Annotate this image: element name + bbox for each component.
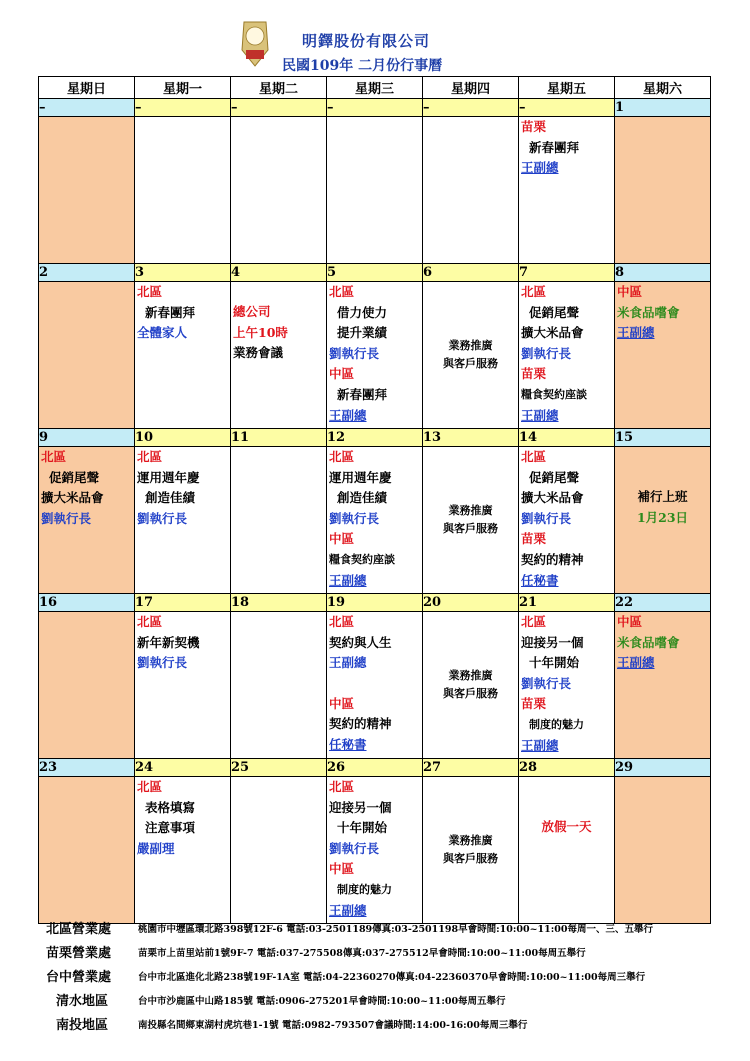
event-row xyxy=(39,117,711,264)
office-info: 苗栗市上苗里站前1號9F-7 電話:037-275508傳真:037-275512早會時間:10:00~11:00每周五舉行 xyxy=(138,948,586,959)
date-number: 26 xyxy=(327,759,423,777)
event-location: 苗栗 xyxy=(521,696,547,712)
date-number: 8 xyxy=(615,264,711,282)
event-location: 苗栗 xyxy=(521,531,547,547)
event-location: 苗栗 xyxy=(521,366,547,382)
event-presenter: 王副總 xyxy=(617,655,655,671)
date-number: 28 xyxy=(519,759,615,777)
event-text xyxy=(231,282,326,302)
event-text: 促銷尾聲 xyxy=(529,304,580,320)
event-text xyxy=(615,447,710,467)
date-number: 17 xyxy=(135,594,231,612)
event-text: 創造佳績 xyxy=(145,490,196,506)
date-row xyxy=(39,99,711,117)
calendar-title: 民國109年 二月份行事曆 xyxy=(282,58,443,74)
event-presenter: 劉執行長 xyxy=(329,345,380,361)
date-number: – xyxy=(39,99,135,117)
event-text: 擴大米品會 xyxy=(521,490,584,506)
office-info: 南投縣名間鄉東湖村虎坑巷1-1號 電話:0982-793507會議時間:14:00-16:00每周三舉行 xyxy=(138,1020,528,1031)
office-name: 北區營業處 xyxy=(46,922,112,937)
event-location: 放假一天 xyxy=(541,819,592,834)
event-text: 提升業績 xyxy=(337,325,388,341)
event-location: 北區 xyxy=(137,449,163,464)
date-number: 10 xyxy=(135,429,231,447)
day-cell xyxy=(231,117,327,264)
date-number: – xyxy=(423,99,519,117)
date-number: 5 xyxy=(327,264,423,282)
office-info: 台中市北區進化北路238號19F-1A室 電話:04-22360270傳真:04-22360370早會時間:10:00~11:00每周三舉行 xyxy=(138,972,646,983)
day-cell xyxy=(39,447,135,594)
company-name: 明鐸股份有限公司 xyxy=(302,32,431,50)
day-cell xyxy=(327,777,423,924)
event-text: 業務推廣 xyxy=(448,669,493,682)
event-presenter: 劉執行長 xyxy=(521,675,572,691)
event-location: 中區 xyxy=(329,695,355,711)
office-name: 清水地區 xyxy=(56,994,109,1009)
date-number: 20 xyxy=(423,594,519,612)
event-text: 運用週年慶 xyxy=(329,469,392,485)
event-text xyxy=(615,467,710,487)
event-text: 契約的精神 xyxy=(329,716,392,732)
event-location: 北區 xyxy=(41,449,67,464)
date-number: 22 xyxy=(615,594,711,612)
date-number: – xyxy=(327,99,423,117)
weekday-header: 星期六 xyxy=(615,77,711,99)
event-text: 新春團拜 xyxy=(529,139,580,155)
company-logo-icon xyxy=(238,20,272,68)
day-cell xyxy=(615,447,711,594)
event-presenter: 王副總 xyxy=(521,160,559,176)
event-text: 注意事項 xyxy=(145,820,196,836)
day-cell xyxy=(327,447,423,594)
date-number: 1 xyxy=(615,99,711,117)
event-presenter: 王副總 xyxy=(521,737,559,753)
event-text: 1月23日 xyxy=(636,509,689,525)
weekday-header-row xyxy=(39,77,711,99)
day-cell xyxy=(519,447,615,594)
day-cell xyxy=(423,777,519,924)
event-presenter: 劉執行長 xyxy=(329,510,380,526)
event-presenter: 劉執行長 xyxy=(41,510,92,526)
event-location: 中區 xyxy=(329,366,355,382)
event-location: 北區 xyxy=(329,614,355,629)
event-text: 契約的精神 xyxy=(521,551,584,567)
date-number: 14 xyxy=(519,429,615,447)
event-location: 中區 xyxy=(617,614,643,629)
event-presenter: 劉執行長 xyxy=(137,510,188,526)
event-location: 北區 xyxy=(329,449,355,464)
event-text xyxy=(519,777,614,797)
day-cell xyxy=(519,282,615,429)
event-location: 北區 xyxy=(521,284,547,299)
event-location: 總公司 xyxy=(233,304,271,319)
date-number: 7 xyxy=(519,264,615,282)
event-text: 契約與人生 xyxy=(329,634,392,650)
date-number: 29 xyxy=(615,759,711,777)
date-number: 11 xyxy=(231,429,327,447)
event-location: 北區 xyxy=(137,284,163,299)
event-presenter: 劉執行長 xyxy=(137,655,188,671)
event-location: 中區 xyxy=(617,284,643,299)
date-number: 4 xyxy=(231,264,327,282)
event-text: 表格填寫 xyxy=(145,799,196,815)
event-text: 制度的魅力 xyxy=(529,717,584,731)
event-text: 制度的魅力 xyxy=(337,882,392,896)
date-number: 19 xyxy=(327,594,423,612)
event-text: 創造佳績 xyxy=(337,490,388,506)
event-text xyxy=(327,674,422,694)
event-text: 擴大米品會 xyxy=(41,490,104,506)
event-text: 新年新契機 xyxy=(137,634,200,650)
event-text: 與客戶服務 xyxy=(443,687,498,700)
weekday-header: 星期一 xyxy=(135,77,231,99)
day-cell xyxy=(615,117,711,264)
day-cell xyxy=(39,117,135,264)
office-name: 台中營業處 xyxy=(46,970,112,985)
event-location: 北區 xyxy=(137,779,163,794)
date-number: 13 xyxy=(423,429,519,447)
event-text: 迎接另一個 xyxy=(521,634,584,650)
event-row xyxy=(39,447,711,594)
office-info: 桃園市中壢區環北路398號12F-6 電話:03-2501189傳真:03-2501198早會時間:10:00~11:00每周一、三、五舉行 xyxy=(138,924,653,935)
date-number: 25 xyxy=(231,759,327,777)
day-cell xyxy=(327,117,423,264)
day-cell xyxy=(39,612,135,759)
day-cell xyxy=(135,612,231,759)
event-presenter: 王副總 xyxy=(329,902,367,918)
event-presenter: 王副總 xyxy=(617,325,655,341)
event-presenter: 任秘書 xyxy=(329,736,367,752)
event-text: 運用週年慶 xyxy=(137,469,200,485)
day-cell xyxy=(135,777,231,924)
day-cell xyxy=(327,612,423,759)
event-presenter: 嚴副理 xyxy=(137,840,175,856)
day-cell xyxy=(135,447,231,594)
weekday-header: 星期四 xyxy=(423,77,519,99)
day-cell xyxy=(519,777,615,924)
date-number: 9 xyxy=(39,429,135,447)
event-location: 上午10時 xyxy=(233,324,288,340)
event-text: 與客戶服務 xyxy=(443,522,498,535)
date-row xyxy=(39,264,711,282)
event-presenter: 王副總 xyxy=(329,407,367,423)
day-cell xyxy=(231,612,327,759)
date-number: 2 xyxy=(39,264,135,282)
day-cell xyxy=(231,777,327,924)
event-location: 苗栗 xyxy=(521,119,547,134)
day-cell xyxy=(615,777,711,924)
day-cell xyxy=(39,777,135,924)
event-text: 新春團拜 xyxy=(145,304,196,320)
day-cell xyxy=(135,117,231,264)
day-cell xyxy=(615,282,711,429)
date-number: 27 xyxy=(423,759,519,777)
event-text: 促銷尾聲 xyxy=(49,469,100,485)
event-location: 北區 xyxy=(329,779,355,794)
date-number: 18 xyxy=(231,594,327,612)
event-presenter: 王副總 xyxy=(521,407,559,423)
event-presenter: 劉執行長 xyxy=(329,840,380,856)
day-cell xyxy=(519,117,615,264)
event-text: 迎接另一個 xyxy=(329,799,392,815)
date-row xyxy=(39,594,711,612)
day-cell xyxy=(423,282,519,429)
date-number: 3 xyxy=(135,264,231,282)
event-text: 米食品嚐會 xyxy=(617,634,680,650)
event-row xyxy=(39,777,711,924)
event-row xyxy=(39,612,711,759)
date-number: 21 xyxy=(519,594,615,612)
day-cell xyxy=(519,612,615,759)
event-text: 與客戶服務 xyxy=(443,852,498,865)
event-text: 補行上班 xyxy=(637,489,688,504)
event-location: 中區 xyxy=(329,531,355,547)
event-location: 中區 xyxy=(329,861,355,877)
event-text xyxy=(519,797,614,817)
event-text: 業務會議 xyxy=(233,345,284,361)
event-text: 促銷尾聲 xyxy=(529,469,580,485)
date-row xyxy=(39,759,711,777)
event-presenter: 全體家人 xyxy=(137,325,188,341)
event-presenter: 任秘書 xyxy=(521,572,559,588)
date-number: 16 xyxy=(39,594,135,612)
event-text: 與客戶服務 xyxy=(443,357,498,370)
day-cell xyxy=(615,612,711,759)
event-text: 十年開始 xyxy=(337,820,388,836)
date-number: 24 xyxy=(135,759,231,777)
day-cell xyxy=(135,282,231,429)
day-cell xyxy=(231,282,327,429)
event-presenter: 王副總 xyxy=(329,572,367,588)
day-cell xyxy=(423,447,519,594)
date-number: 15 xyxy=(615,429,711,447)
weekday-header: 星期三 xyxy=(327,77,423,99)
date-number: – xyxy=(135,99,231,117)
date-number: 23 xyxy=(39,759,135,777)
date-number: 6 xyxy=(423,264,519,282)
event-presenter: 劉執行長 xyxy=(521,345,572,361)
event-text: 業務推廣 xyxy=(448,834,493,847)
event-presenter: 劉執行長 xyxy=(521,510,572,526)
event-text: 糧食契約座談 xyxy=(329,552,395,566)
date-number: – xyxy=(519,99,615,117)
event-text: 新春團拜 xyxy=(337,386,388,402)
event-location: 北區 xyxy=(521,614,547,629)
event-location: 北區 xyxy=(521,449,547,464)
event-text: 糧食契約座談 xyxy=(521,387,587,401)
calendar-grid xyxy=(38,76,711,924)
day-cell xyxy=(327,282,423,429)
date-number: – xyxy=(231,99,327,117)
event-row xyxy=(39,282,711,429)
day-cell xyxy=(423,117,519,264)
event-text: 擴大米品會 xyxy=(521,325,584,341)
date-number: 12 xyxy=(327,429,423,447)
weekday-header: 星期五 xyxy=(519,77,615,99)
office-name: 苗栗營業處 xyxy=(46,946,112,961)
day-cell xyxy=(423,612,519,759)
date-row xyxy=(39,429,711,447)
event-presenter: 王副總 xyxy=(329,655,367,671)
day-cell xyxy=(231,447,327,594)
event-location: 北區 xyxy=(137,614,163,629)
event-text: 借力使力 xyxy=(337,304,388,320)
office-name: 南投地區 xyxy=(56,1018,109,1033)
office-info: 台中市沙鹿區中山路185號 電話:0906-275201早會時間:10:00~11:00每周五舉行 xyxy=(138,996,506,1007)
day-cell xyxy=(39,282,135,429)
event-text: 米食品嚐會 xyxy=(617,304,680,320)
weekday-header: 星期二 xyxy=(231,77,327,99)
weekday-header: 星期日 xyxy=(39,77,135,99)
event-text: 業務推廣 xyxy=(448,339,493,352)
page-header xyxy=(0,0,750,76)
event-text: 十年開始 xyxy=(529,655,580,671)
event-location: 北區 xyxy=(329,284,355,299)
event-text: 業務推廣 xyxy=(448,504,493,517)
